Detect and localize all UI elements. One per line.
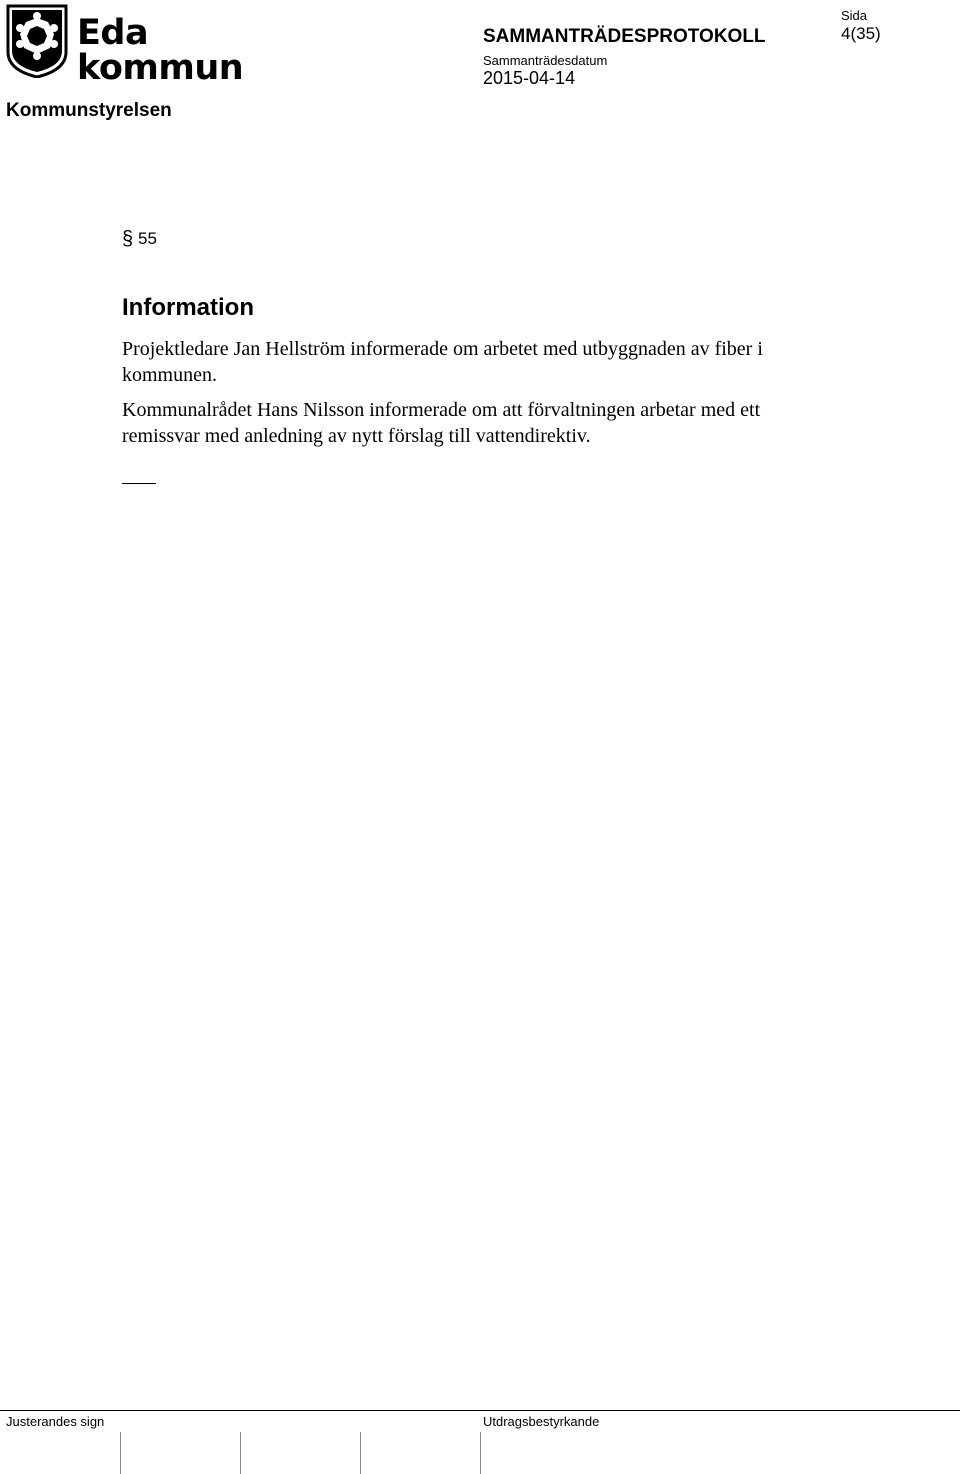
meeting-date: 2015-04-14 [483,68,576,88]
signature-box-divider [480,1432,481,1474]
eda-kommun-logo [6,4,306,88]
certification-label: Utdragsbestyrkande [483,1414,600,1429]
logo-wordmark: Eda kommun [77,13,244,88]
signature-box-divider [240,1432,241,1474]
footer-divider [0,1410,960,1411]
page-number: 4(35) [841,24,881,43]
signature-box-divider [120,1432,121,1474]
signature-label: Justerandes sign [6,1414,105,1429]
body-paragraph: Kommunalrådet Hans Nilsson informerade om att förvaltningen arbetar med ett remissvar med anledning av nytt förslag till vattendirektiv. [122,399,761,447]
signature-box-divider [360,1432,361,1474]
document-title: SAMMANTRÄDESPROTOKOLL [483,26,766,47]
section-end-rule [122,483,156,484]
organization-name: Kommunstyrelsen [6,100,172,121]
paragraph-sign: § [122,228,134,250]
meeting-date-label: Sammanträdesdatum [483,53,608,68]
municipal-crest-icon [6,4,68,78]
paragraph-number: 55 [138,229,157,248]
body-paragraph: Projektledare Jan Hellström informerade om arbetet med utbyggnaden av fiber i kommunen. [122,338,763,386]
page-label: Sida [841,8,868,23]
section-heading: Information [122,294,254,321]
